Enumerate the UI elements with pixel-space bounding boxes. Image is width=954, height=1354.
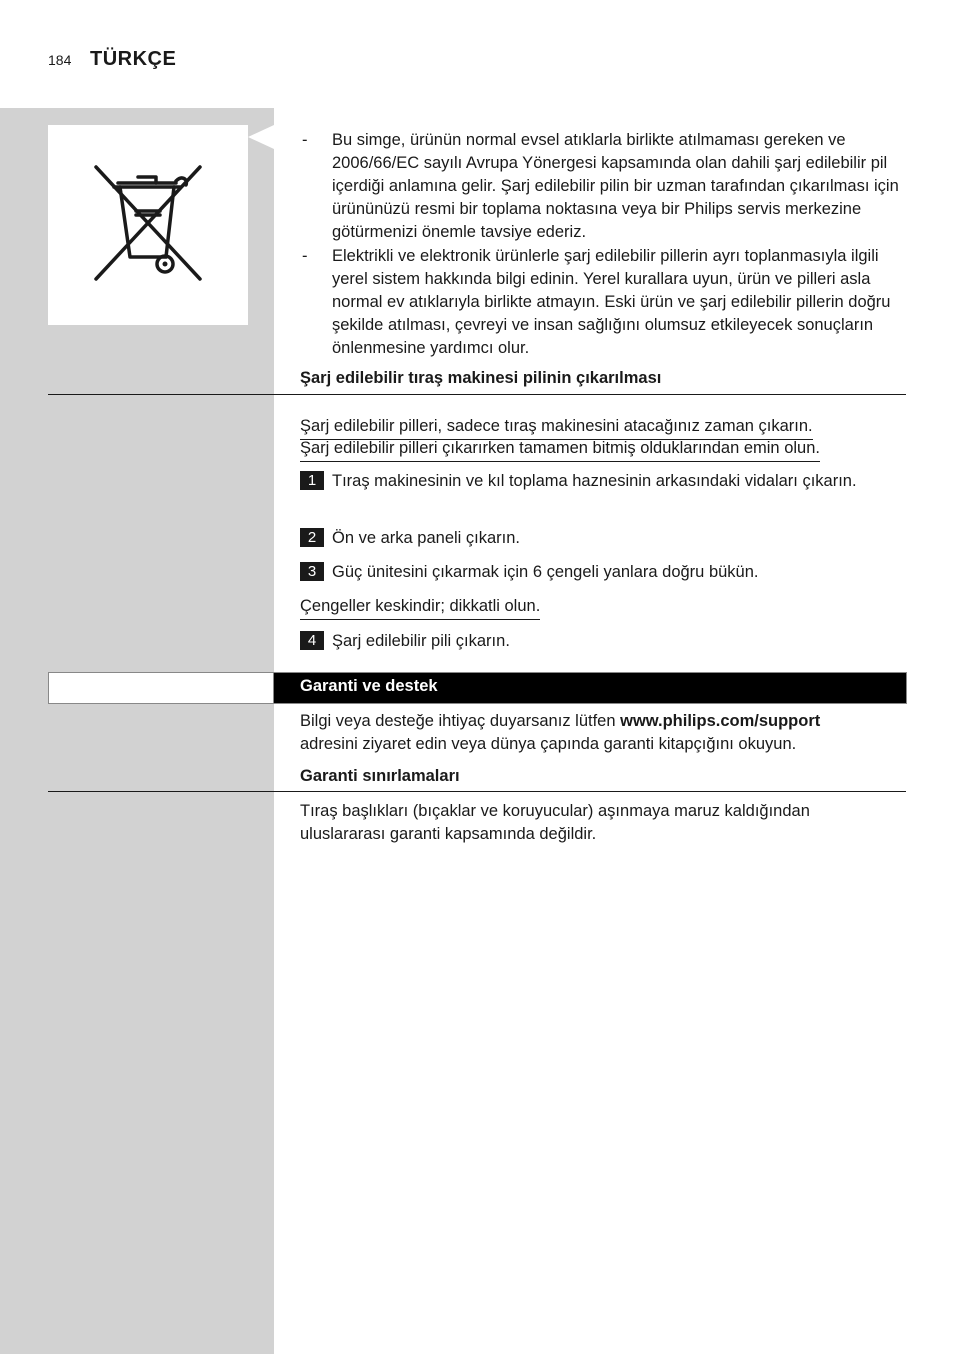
step-text: Şarj edilebilir pili çıkarın. [332, 632, 510, 650]
page-number: 184 [48, 52, 72, 68]
warranty-paragraph [300, 710, 900, 756]
battery-notice-line-2: Şarj edilebilir pilleri çıkarırken tamamen bitmiş olduklarından emin olun. [300, 437, 820, 462]
step-number: 2 [300, 528, 324, 547]
step-4 [300, 630, 900, 653]
list-item: - Bu simge, ürünün normal evsel atıklarla birlikte atılmaması gereken ve 2006/66/EC sayılı Avrupa Yönergesi kapsamında olan dahili şarj edilebilir pil içerdiği anlamına gelir. Şarj edilebilir pilin bir uzman tarafından çıkarılması için ürününüzü resmi bir toplama noktasına veya bir Philips servis merkezine götürmenizi önemle tavsiye ederiz. [300, 129, 910, 244]
step-number: 4 [300, 631, 324, 650]
crossed-out-wheelie-bin-icon [48, 125, 248, 325]
warranty-heading: Garanti ve destek [300, 677, 438, 695]
step-1 [300, 470, 900, 493]
section-header-margin [49, 673, 274, 703]
battery-notice-line-1: Şarj edilebilir pilleri, sadece tıraş makinesini atacağınız zaman çıkarın. [300, 415, 813, 440]
warranty-text-after: adresini ziyaret edin veya dünya çapında garanti kitapçığını okuyun. [300, 735, 797, 753]
section-header-bar [48, 672, 907, 704]
disposal-symbol-panel [48, 125, 248, 325]
step-text: Güç ünitesini çıkarmak için 6 çengeli yanlara doğru bükün. [332, 563, 759, 581]
battery-removal-heading: Şarj edilebilir tıraş makinesi pilinin çıkarılması [300, 369, 662, 387]
support-link[interactable]: www.philips.com/support [620, 712, 821, 730]
step-text: Ön ve arka paneli çıkarın. [332, 529, 521, 547]
step-number: 3 [300, 562, 324, 581]
section-divider [48, 394, 906, 395]
step-number: 1 [300, 471, 324, 490]
step-3 [300, 561, 900, 584]
restrictions-heading: Garanti sınırlamaları [300, 767, 460, 785]
step-2 [300, 527, 900, 550]
section-divider [48, 791, 906, 792]
caution-note: Çengeller keskindir; dikkatli olun. [300, 595, 540, 620]
restrictions-paragraph: Tıraş başlıkları (bıçaklar ve koruyucular) aşınmaya maruz kaldığından uluslararası garanti kapsamında değildir. [300, 802, 810, 843]
step-text: Tıraş makinesinin ve kıl toplama haznesinin arkasındaki vidaları çıkarın. [332, 472, 857, 490]
panel-pointer [248, 125, 274, 149]
section-title: TÜRKÇE [90, 48, 177, 70]
list-item: - Elektrikli ve elektronik ürünlerle şarj edilebilir pillerin ayrı toplanmasıyla ilgili yerel sistem hakkında bilgi edinin. Yerel kurallara uyun, ürün ve pilleri asla normal ev atıklarıyla birlikte atmayın. Eski ürün ve şarj edilebilir pillerin doğru şekilde atılması, çevreyi ve insan sağlığını olumsuz etkileyecek sonuçların önlenmesine yardımcı olur. [300, 245, 910, 360]
warranty-text-before: Bilgi veya desteğe ihtiyaç duyarsanız lütfen [300, 712, 621, 730]
disposal-bullet-list [300, 129, 910, 360]
